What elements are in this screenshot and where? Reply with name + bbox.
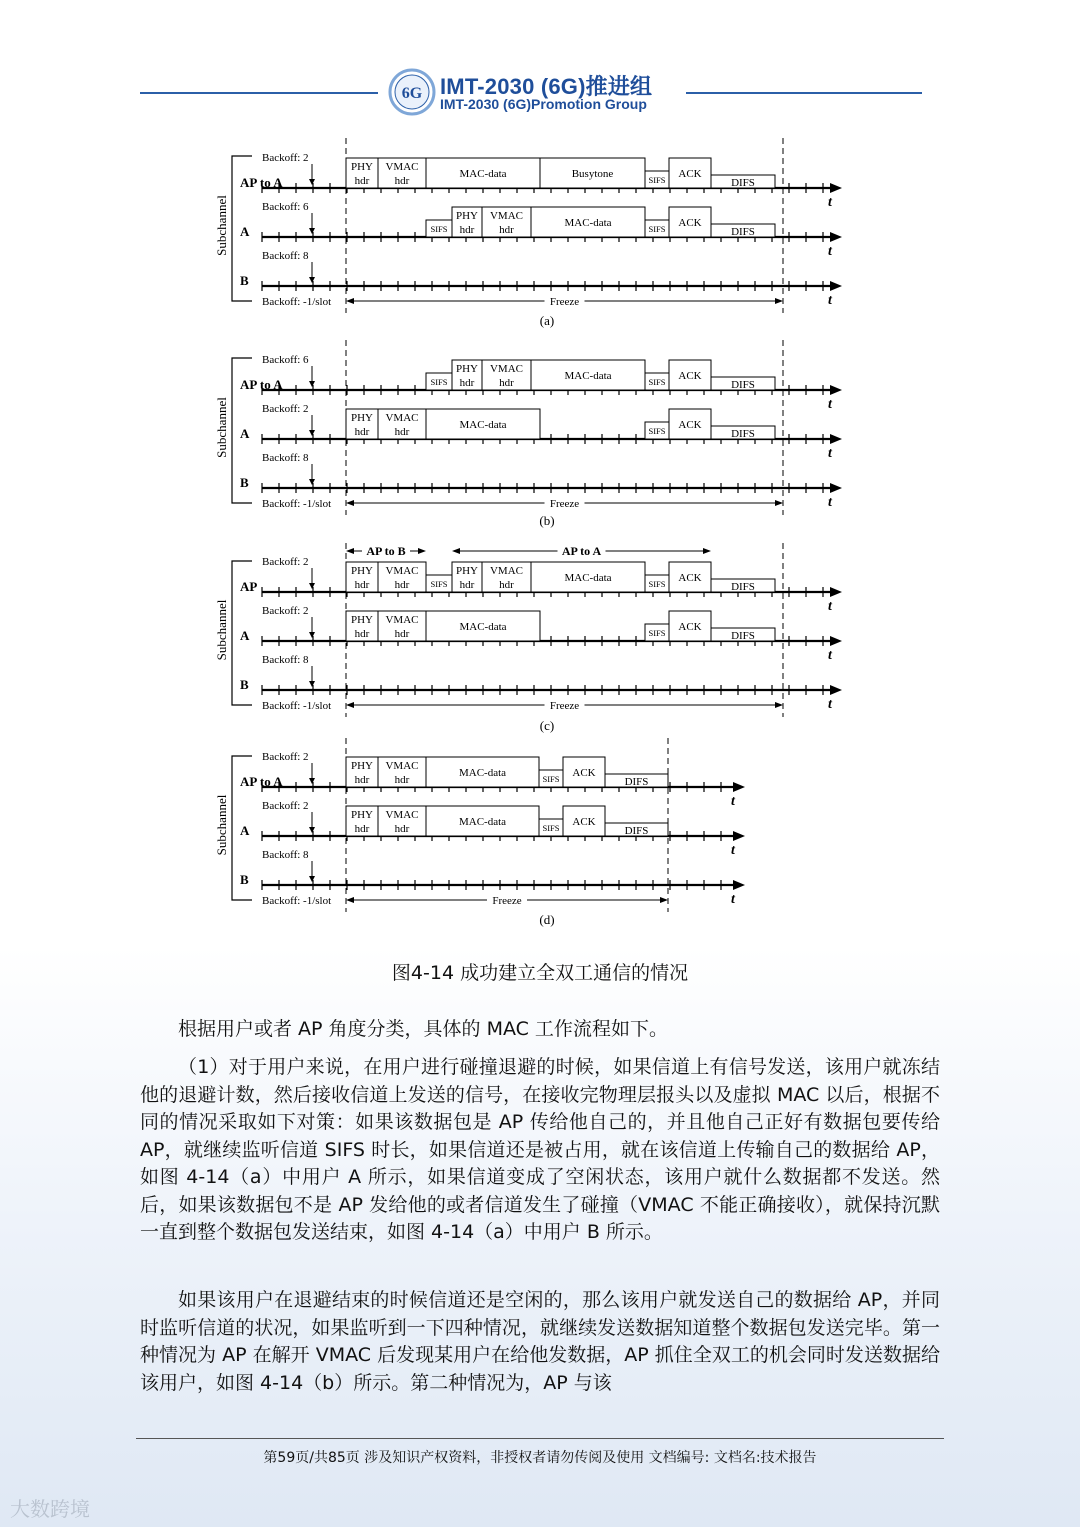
frame-box-label: ACK bbox=[572, 767, 596, 779]
time-axis-arrowhead bbox=[830, 636, 842, 646]
t-label: t bbox=[828, 446, 832, 461]
backoff-label: Backoff: 8 bbox=[262, 452, 309, 464]
freeze-arrowhead-left bbox=[346, 702, 354, 708]
backoff-arrowhead bbox=[309, 778, 315, 784]
header-title: IMT-2030 (6G)推进组 bbox=[440, 74, 653, 99]
frame-box-label: ACK bbox=[678, 370, 702, 382]
time-axis-arrowhead bbox=[830, 685, 842, 695]
frame-box-label: SIFS bbox=[648, 175, 666, 185]
frame-box-label: MAC-data bbox=[459, 168, 507, 180]
frame-box-label: ACK bbox=[678, 168, 702, 180]
backoff-arrowhead bbox=[309, 277, 315, 283]
span-label: AP to B bbox=[366, 544, 406, 558]
frame-box-label: SIFS bbox=[648, 426, 666, 436]
frame-box-label: SIFS bbox=[648, 628, 666, 638]
frame-box-label: ACK bbox=[678, 572, 702, 584]
span-arrowhead bbox=[703, 548, 711, 554]
frame-box-label: MAC-data bbox=[458, 767, 507, 779]
paragraph-3: 如果该用户在退避结束的时候信道还是空闲的，那么该用户就发送自己的数据给 AP，并同时监听信道的状况，如果监听到一下四种情况，就继续发送数据知道整个数据包发送完毕。第一种情况为 AP 在解开 VMAC 后发现某用户在给他发数据，AP 抓住全双工的机会同时发送数据给该用户，如图 4-14（b）所示。第二种情况为，AP 与该 bbox=[140, 1289, 940, 1394]
frame-box-label: VMAC bbox=[385, 161, 419, 173]
frame-box-label: SIFS bbox=[430, 579, 448, 589]
frame-box-label: MAC-data bbox=[564, 572, 612, 584]
backoff-arrowhead bbox=[309, 632, 315, 638]
paragraph-1: 根据用户或者 AP 角度分类，具体的 MAC 工作流程如下。 bbox=[178, 1018, 668, 1040]
frame-box-label: PHY bbox=[455, 210, 479, 222]
row-name: B bbox=[240, 677, 249, 692]
frame-box-label: DIFS bbox=[624, 776, 649, 788]
frame-box-label: DIFS bbox=[731, 226, 755, 238]
frame-box-label: MAC-data bbox=[459, 621, 507, 633]
frame-box-label: hdr bbox=[394, 823, 410, 835]
frame-box-label: DIFS bbox=[731, 428, 755, 440]
time-axis-arrowhead bbox=[733, 880, 745, 890]
backoff-label: Backoff: 8 bbox=[262, 849, 309, 861]
frame-box-label: PHY bbox=[350, 760, 374, 772]
backoff-arrowhead bbox=[309, 479, 315, 485]
paragraph-2: （1）对于用户来说，在用户进行碰撞退避的时候，如果信道上有信号发送，该用户就冻结他的退避计数，然后接收信道上发送的信号，在接收完物理层报头以及虚拟 MAC 以后，根据不同的情况采取如下对策：如果该数据包是 AP 传给他自己的，并且他自己正好有数据包要传给 AP，就继续监听信道 SIFS 时长，如果信道还是被占用，就在该信道上传输自己的数据给 AP，如图 4-14（a）中用户 A 所示，如果信道变成了空闲状态，该用户就什么数据都不发送。然后，如果该数据包不是 AP 发给他的或者信道发生了碰撞（VMAC 不能正确接收），就保持沉默一直到整个数据包发送结束，如图 4-14（a）中用户 B 所示。 bbox=[140, 1056, 940, 1243]
panel-label: (d) bbox=[539, 912, 555, 927]
frame-box-label: SIFS bbox=[430, 377, 448, 387]
time-axis-arrowhead bbox=[830, 385, 842, 395]
subchannel-label: Subchannel bbox=[214, 195, 229, 256]
frame-box-label: SIFS bbox=[648, 377, 666, 387]
t-label: t bbox=[828, 397, 832, 412]
frame-box-label: Busytone bbox=[571, 168, 614, 180]
watermark: 大数跨境 bbox=[10, 1497, 90, 1521]
backoff-arrowhead bbox=[309, 228, 315, 234]
backoff-arrowhead bbox=[309, 681, 315, 687]
freeze-arrowhead-right bbox=[775, 298, 783, 304]
frame-box-label: hdr bbox=[354, 175, 370, 187]
row-name: A bbox=[240, 224, 250, 239]
footer-rule bbox=[136, 1438, 944, 1439]
row-name: A bbox=[240, 426, 250, 441]
row-name: AP bbox=[240, 579, 258, 594]
frame-box-label: hdr bbox=[459, 579, 475, 591]
span-arrowhead bbox=[346, 548, 354, 554]
time-axis-arrowhead bbox=[733, 831, 745, 841]
frame-box-label: PHY bbox=[350, 809, 374, 821]
backoff-slot-label: Backoff: -1/slot bbox=[262, 895, 332, 907]
frame-box-label: DIFS bbox=[731, 581, 755, 593]
backoff-label: Backoff: 2 bbox=[262, 152, 309, 164]
backoff-label: Backoff: 2 bbox=[262, 556, 309, 568]
frame-box-label: MAC-data bbox=[459, 419, 507, 431]
frame-box-label: VMAC bbox=[385, 565, 419, 577]
time-axis-arrowhead bbox=[830, 183, 842, 193]
footer-text: 第59页/共85页 涉及知识产权资料，非授权者请勿传阅及使用 文档编号: 文档名:技术报告 bbox=[263, 1450, 817, 1466]
frame-box-label: VMAC bbox=[489, 565, 524, 577]
backoff-arrowhead bbox=[309, 827, 315, 833]
backoff-slot-label: Backoff: -1/slot bbox=[262, 700, 332, 712]
subchannel-label: Subchannel bbox=[214, 794, 229, 856]
span-arrowhead bbox=[452, 548, 460, 554]
subchannel-label: Subchannel bbox=[214, 397, 229, 458]
frame-box-label: hdr bbox=[499, 377, 514, 389]
t-label: t bbox=[828, 195, 832, 210]
logo-text: 6G bbox=[401, 85, 423, 102]
freeze-label: Freeze bbox=[549, 296, 580, 308]
frame-box-label: hdr bbox=[499, 224, 514, 236]
frame-box-label: DIFS bbox=[731, 379, 755, 391]
t-label: t bbox=[731, 794, 735, 809]
t-label: t bbox=[731, 892, 735, 907]
backoff-label: Backoff: 2 bbox=[262, 605, 309, 617]
frame-box-label: DIFS bbox=[731, 177, 755, 189]
frame-box-label: hdr bbox=[354, 628, 370, 640]
frame-box-label: VMAC bbox=[385, 412, 419, 424]
backoff-arrowhead bbox=[309, 583, 315, 589]
frame-box-label: hdr bbox=[394, 426, 410, 438]
frame-box-label: hdr bbox=[354, 774, 370, 786]
frame-box-label: hdr bbox=[394, 175, 410, 187]
freeze-arrowhead-left bbox=[346, 897, 354, 903]
row-name: AP to A bbox=[240, 175, 283, 190]
frame-box-label: MAC-data bbox=[458, 816, 507, 828]
freeze-arrowhead-left bbox=[346, 500, 354, 506]
row-name: A bbox=[240, 628, 250, 643]
frame-box-label: DIFS bbox=[731, 630, 755, 642]
backoff-label: Backoff: 2 bbox=[262, 800, 309, 812]
frame-box-label: VMAC bbox=[385, 614, 419, 626]
t-label: t bbox=[828, 648, 832, 663]
subchannel-label: Subchannel bbox=[214, 599, 229, 661]
row-name: AP to A bbox=[240, 774, 283, 789]
t-label: t bbox=[828, 599, 832, 614]
backoff-label: Backoff: 6 bbox=[262, 354, 309, 366]
panel-label: (a) bbox=[539, 313, 555, 328]
freeze-label: Freeze bbox=[492, 895, 522, 907]
time-axis-arrowhead bbox=[733, 782, 745, 792]
frame-box-label: PHY bbox=[350, 614, 374, 626]
frame-box-label: hdr bbox=[459, 224, 475, 236]
frame-box-label: hdr bbox=[499, 579, 514, 591]
t-label: t bbox=[828, 495, 832, 510]
backoff-slot-label: Backoff: -1/slot bbox=[262, 498, 332, 510]
backoff-label: Backoff: 8 bbox=[262, 654, 309, 666]
frame-box-label: hdr bbox=[394, 579, 410, 591]
frame-box-label: ACK bbox=[678, 621, 702, 633]
freeze-label: Freeze bbox=[549, 498, 580, 510]
frame-box-label: SIFS bbox=[430, 224, 448, 234]
row-name: A bbox=[240, 823, 250, 838]
row-name: AP to A bbox=[240, 377, 283, 392]
frame-box-label: ACK bbox=[572, 816, 596, 828]
frame-box-label: PHY bbox=[350, 565, 374, 577]
frame-box-label: hdr bbox=[459, 377, 475, 389]
frame-box-label: DIFS bbox=[624, 825, 649, 837]
frame-box-label: MAC-data bbox=[564, 370, 612, 382]
freeze-arrowhead-right bbox=[660, 897, 668, 903]
freeze-arrowhead-left bbox=[346, 298, 354, 304]
frame-box-label: hdr bbox=[394, 628, 410, 640]
freeze-label: Freeze bbox=[549, 700, 580, 712]
time-axis-arrowhead bbox=[830, 232, 842, 242]
time-axis-arrowhead bbox=[830, 483, 842, 493]
frame-box-label: PHY bbox=[455, 363, 479, 375]
span-label: AP to A bbox=[561, 544, 602, 558]
time-axis-arrowhead bbox=[830, 434, 842, 444]
frame-box-label: SIFS bbox=[542, 774, 560, 784]
freeze-arrowhead-right bbox=[775, 702, 783, 708]
header-subtitle: IMT-2030 (6G)Promotion Group bbox=[440, 96, 647, 112]
frame-box-label: VMAC bbox=[489, 363, 524, 375]
backoff-label: Backoff: 6 bbox=[262, 201, 309, 213]
backoff-arrowhead bbox=[309, 179, 315, 185]
figure-caption: 图4-14 成功建立全双工通信的情况 bbox=[391, 962, 689, 984]
backoff-arrowhead bbox=[309, 381, 315, 387]
row-name: B bbox=[240, 273, 249, 288]
backoff-slot-label: Backoff: -1/slot bbox=[262, 296, 332, 308]
frame-box-label: PHY bbox=[455, 565, 479, 577]
backoff-label: Backoff: 8 bbox=[262, 250, 309, 262]
frame-box-label: MAC-data bbox=[564, 217, 612, 229]
frame-box-label: hdr bbox=[394, 774, 410, 786]
time-axis-arrowhead bbox=[830, 281, 842, 291]
frame-box-label: PHY bbox=[350, 161, 374, 173]
frame-box-label: SIFS bbox=[648, 224, 666, 234]
t-label: t bbox=[731, 843, 735, 858]
panel-label: (b) bbox=[539, 513, 555, 528]
backoff-label: Backoff: 2 bbox=[262, 403, 309, 415]
frame-box-label: ACK bbox=[678, 419, 702, 431]
row-name: B bbox=[240, 475, 249, 490]
frame-box-label: SIFS bbox=[648, 579, 666, 589]
t-label: t bbox=[828, 293, 832, 308]
frame-box-label: hdr bbox=[354, 823, 370, 835]
frame-box-label: VMAC bbox=[385, 760, 419, 772]
panel-label: (c) bbox=[539, 718, 555, 733]
backoff-arrowhead bbox=[309, 876, 315, 882]
frame-box-label: PHY bbox=[350, 412, 374, 424]
span-arrowhead bbox=[418, 548, 426, 554]
frame-box-label: VMAC bbox=[385, 809, 419, 821]
backoff-arrowhead bbox=[309, 430, 315, 436]
t-label: t bbox=[828, 244, 832, 259]
frame-box-label: hdr bbox=[354, 426, 370, 438]
frame-box-label: ACK bbox=[678, 217, 702, 229]
time-axis-arrowhead bbox=[830, 587, 842, 597]
t-label: t bbox=[828, 697, 832, 712]
frame-box-label: hdr bbox=[354, 579, 370, 591]
frame-box-label: SIFS bbox=[542, 823, 560, 833]
backoff-label: Backoff: 2 bbox=[262, 751, 309, 763]
row-name: B bbox=[240, 872, 249, 887]
freeze-arrowhead-right bbox=[775, 500, 783, 506]
frame-box-label: VMAC bbox=[489, 210, 524, 222]
